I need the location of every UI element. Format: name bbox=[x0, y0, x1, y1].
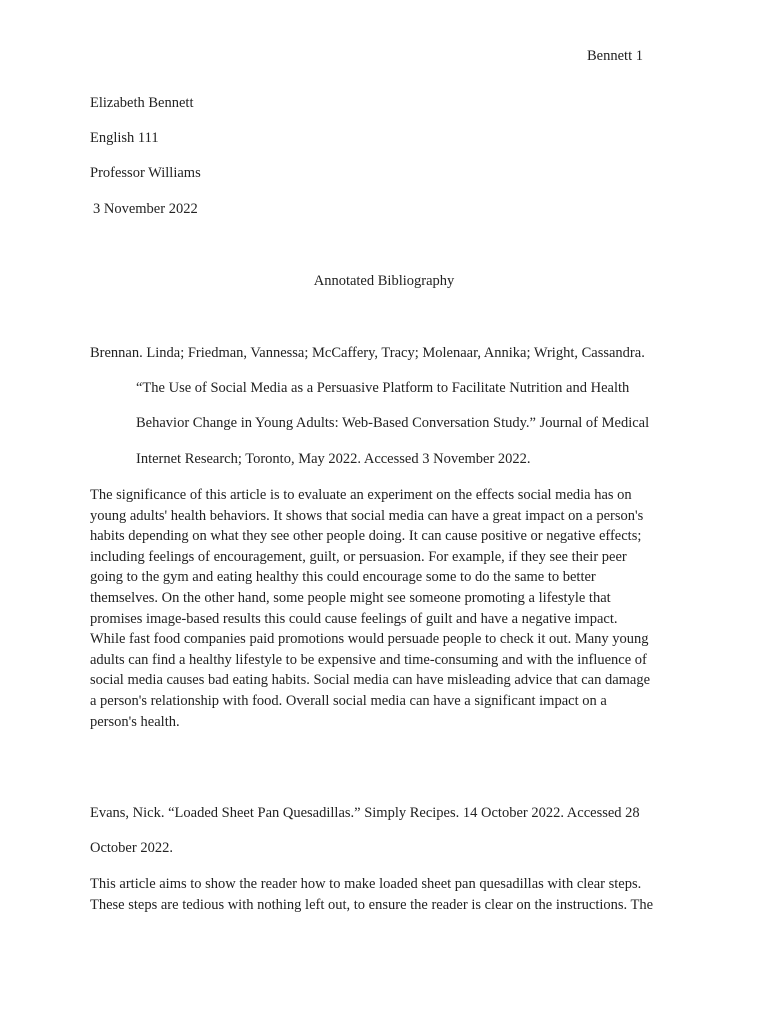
annotation-1-line: habits depending on what they see other people doing. It can cause positive or negative effects; bbox=[90, 528, 642, 545]
annotation-1 bbox=[90, 485, 680, 732]
citation-1-line-1: Brennan. Linda; Friedman, Vannessa; McCaffery, Tracy; Molenaar, Annika; Wright, Cassandra. bbox=[90, 345, 645, 361]
annotation-1-line: person's health. bbox=[90, 713, 180, 730]
citation-1-line-2: “The Use of Social Media as a Persuasive Platform to Facilitate Nutrition and Health bbox=[136, 380, 630, 396]
annotation-1-line: promises image-based results this could cause feelings of guilt and have a negative impact. bbox=[90, 610, 618, 627]
annotation-1-line: including feelings of encouragement, guilt, or persuasion. For example, if they see their peer bbox=[90, 548, 627, 565]
annotation-2-line: These steps are tedious with nothing left out, to ensure the reader is clear on the instructions. The bbox=[90, 896, 654, 913]
citation-1-line-4: Internet Research; Toronto, May 2022. Accessed 3 November 2022. bbox=[136, 451, 531, 467]
document-title: Annotated Bibliography bbox=[313, 273, 455, 289]
citation-2-line-2: October 2022. bbox=[90, 840, 173, 856]
professor-name: Professor Williams bbox=[90, 165, 201, 181]
annotation-1-line: young adults' health behaviors. It shows that social media can have a great impact on a person's bbox=[90, 507, 644, 524]
annotation-1-line: adults can find a healthy lifestyle to be expensive and time-consuming and with the influence of bbox=[90, 651, 647, 668]
course-name: English 111 bbox=[90, 130, 159, 146]
submission-date: 3 November 2022 bbox=[93, 201, 198, 217]
annotation-2-line: This article aims to show the reader how to make loaded sheet pan quesadillas with clear steps. bbox=[90, 876, 642, 892]
student-name: Elizabeth Bennett bbox=[90, 95, 194, 111]
annotation-1-line: social media causes bad eating habits. Social media can have misleading advice that can damage bbox=[90, 672, 651, 689]
citation-1-line-3: Behavior Change in Young Adults: Web-Based Conversation Study.” Journal of Medical bbox=[136, 415, 650, 431]
annotation-1-line: going to the gym and eating healthy this could encourage some to do the same to better bbox=[90, 569, 596, 586]
annotation-1-line: While fast food companies paid promotions would persuade people to check it out. Many young bbox=[90, 631, 649, 648]
annotation-1-line: themselves. On the other hand, some people might see someone promoting a lifestyle that bbox=[90, 589, 611, 606]
annotation-1-line: a person's relationship with food. Overall social media can have a significant impact on a bbox=[90, 692, 607, 709]
annotation-1-line: The significance of this article is to evaluate an experiment on the effects social media has on bbox=[90, 487, 632, 503]
running-head: Bennett 1 bbox=[587, 48, 643, 64]
annotation-2 bbox=[90, 874, 680, 915]
citation-2-line-1: Evans, Nick. “Loaded Sheet Pan Quesadillas.” Simply Recipes. 14 October 2022. Accessed 28 bbox=[90, 805, 640, 821]
